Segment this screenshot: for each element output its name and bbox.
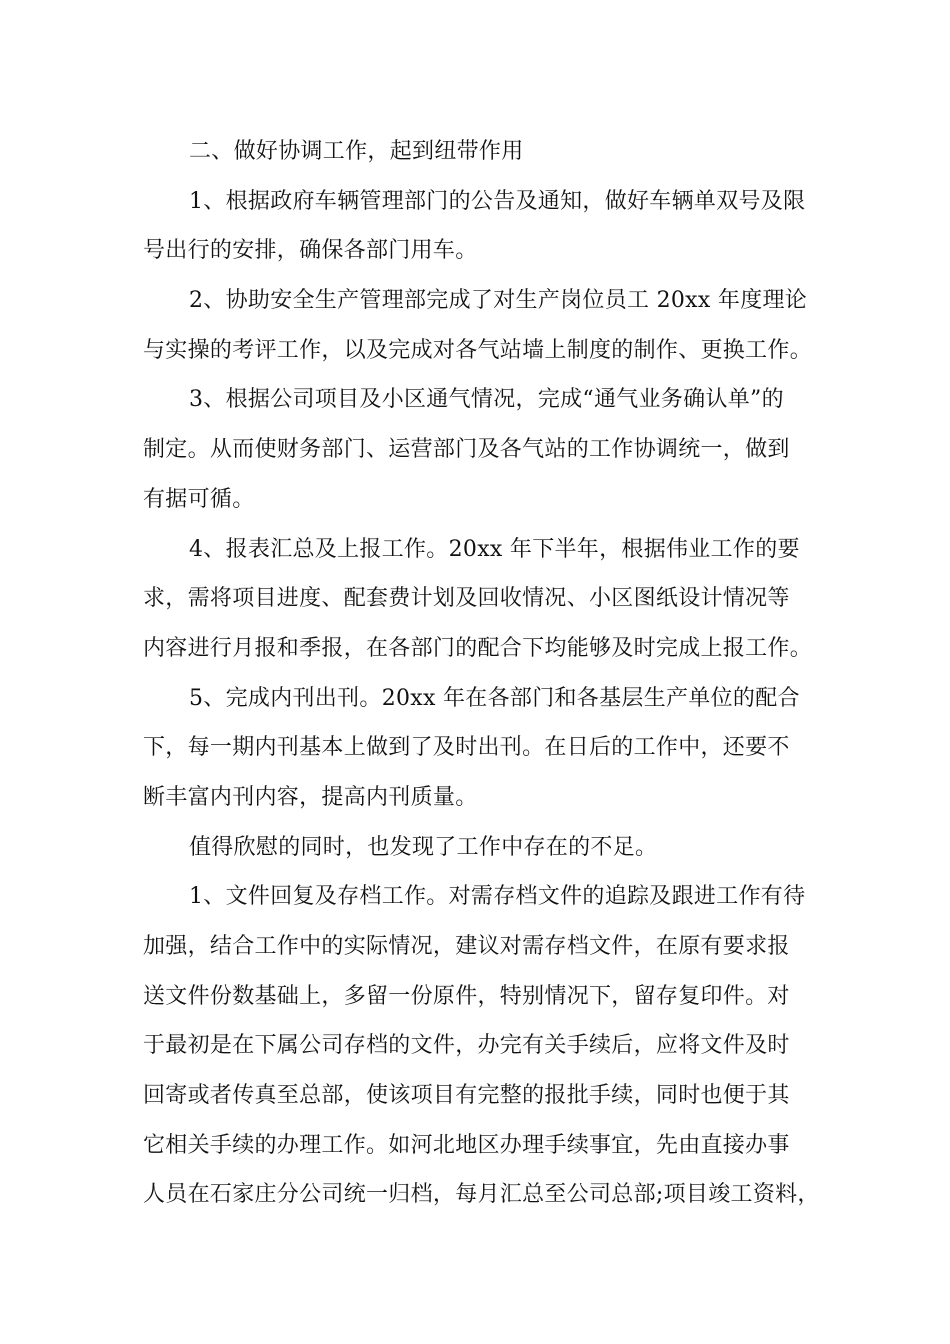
- text-line: 求，需将项目进度、配套费计划及回收情况、小区图纸设计情况等: [143, 586, 790, 612]
- text-line: 于最初是在下属公司存档的文件，办完有关手续后，应将文件及时: [143, 1033, 790, 1059]
- text-line: 回寄或者传真至总部，使该项目有完整的报批手续，同时也便于其: [143, 1083, 790, 1109]
- text-line: 值得欣慰的同时，也发现了工作中存在的不足。: [189, 834, 658, 860]
- text-line: 1、文件回复及存档工作。对需存档文件的追踪及跟进工作有待: [189, 884, 806, 910]
- text-line: 3、根据公司项目及小区通气情况，完成“通气业务确认单”的: [189, 387, 784, 413]
- text-line: 有据可循。: [143, 486, 255, 512]
- document-body: [143, 127, 823, 1220]
- text-line: 内容进行月报和季报，在各部门的配合下均能够及时完成上报工作。: [143, 635, 813, 661]
- text-line: 人员在石家庄分公司统一归档，每月汇总至公司总部;项目竣工资料，: [143, 1182, 820, 1208]
- text-line: 2、协助安全生产管理部完成了对生产岗位员工 20xx 年度理论: [189, 288, 808, 314]
- text-line: 断丰富内刊内容，提高内刊质量。: [143, 784, 478, 810]
- text-line: 送文件份数基础上，多留一份原件，特别情况下，留存复印件。对: [143, 983, 790, 1009]
- text-line: 号出行的安排，确保各部门用车。: [143, 238, 478, 264]
- text-line: 下，每一期内刊基本上做到了及时出刊。在日后的工作中，还要不: [143, 735, 790, 761]
- text-line: 1、根据政府车辆管理部门的公告及通知，做好车辆单双号及限: [189, 188, 806, 214]
- text-line: 加强，结合工作中的实际情况，建议对需存档文件，在原有要求报: [143, 934, 790, 959]
- section-heading: 二、做好协调工作，起到纽带作用: [189, 139, 524, 164]
- text-line: 与实操的考评工作，以及完成对各气站墙上制度的制作、更换工作。: [143, 337, 813, 363]
- text-line: 制定。从而使财务部门、运营部门及各气站的工作协调统一，做到: [143, 437, 790, 463]
- text-line: 5、完成内刊出刊。20xx 年在各部门和各基层生产单位的配合: [189, 685, 800, 711]
- text-line: 4、报表汇总及上报工作。20xx 年下半年，根据伟业工作的要: [189, 536, 800, 562]
- text-line: 它相关手续的办理工作。如河北地区办理手续事宜，先由直接办事: [143, 1132, 790, 1158]
